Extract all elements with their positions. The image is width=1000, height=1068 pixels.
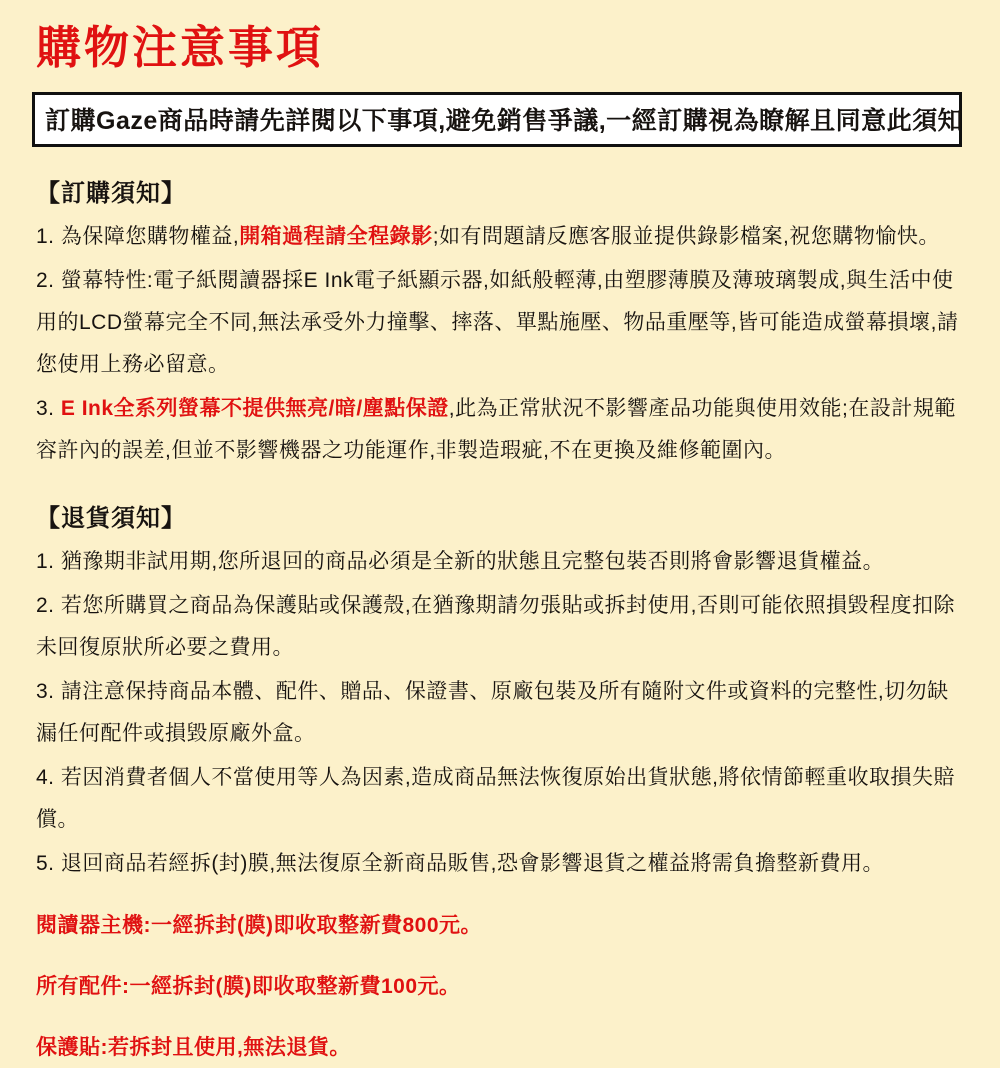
order-section-heading: 【訂購須知】 [36,179,186,207]
fee-note-accessories: 所有配件:一經拆封(膜)即收取整新費100元。 [36,974,461,998]
notice-banner: 訂購Gaze商品時請先詳閱以下事項,避免銷售爭議,一經訂購視為瞭解且同意此須知 [32,92,962,147]
section-order-notes [36,173,964,472]
order-item-1-suffix: ;如有問題請反應客服並提供錄影檔案,祝您購物愉快。 [432,224,940,248]
section-return-notes [36,498,964,885]
order-item-1 [36,216,968,258]
page-title: 購物注意事項 [36,22,325,73]
order-item-3 [36,388,968,472]
order-section-items [36,216,968,472]
order-item-3-prefix: 3. [36,396,61,420]
refurbish-fee-notes [36,906,964,1068]
return-item-2: 2. 若您所購買之商品為保護貼或保護殼,在猶豫期請勿張貼或拆封使用,否則可能依照損毀程度扣除未回復原狀所必要之費用。 [36,593,956,659]
return-item-5: 5. 退回商品若經拆(封)膜,無法復原全新商品販售,恐會影響退貨之權益將需負擔整新費用。 [36,851,884,875]
return-section-heading: 【退貨須知】 [36,504,186,532]
order-item-3-highlight: E Ink全系列螢幕不提供無亮/暗/塵點保證 [60,396,449,420]
return-item-1: 1. 猶豫期非試用期,您所退回的商品必須是全新的狀態且完整包裝否則將會影響退貨權益。 [36,549,885,573]
fee-note-screen-protector: 保護貼:若拆封且使用,無法退貨。 [36,1035,351,1059]
order-item-1-prefix: 1. 為保障您購物權益, [36,224,240,248]
return-item-3: 3. 請注意保持商品本體、配件、贈品、保證書、原廠包裝及所有隨附文件或資料的完整性,切勿缺漏任何配件或損毀原廠外盒。 [36,679,949,745]
order-item-2: 2. 螢幕特性:電子紙閱讀器採E Ink電子紙顯示器,如紙般輕薄,由塑膠薄膜及薄玻璃製成,與生活中使用的LCD螢幕完全不同,無法承受外力撞擊、摔落、單點施壓、物品重壓等,皆可能造成螢幕損壞,請您使用上務必留意。 [36,268,959,376]
order-item-3-suffix: ,此為正常狀況不影響產品功能與使用效能;在設計規範容許內的誤差,但並不影響機器之功能運作,非製造瑕疵,不在更換及維修範圍內。 [36,396,956,462]
return-item-4: 4. 若因消費者個人不當使用等人為因素,造成商品無法恢復原始出貨狀態,將依情節輕重收取損失賠償。 [36,765,956,831]
order-item-1-highlight: 開箱過程請全程錄影 [239,224,433,248]
return-section-items [36,541,968,885]
fee-note-reader: 閱讀器主機:一經拆封(膜)即收取整新費800元。 [36,913,483,937]
